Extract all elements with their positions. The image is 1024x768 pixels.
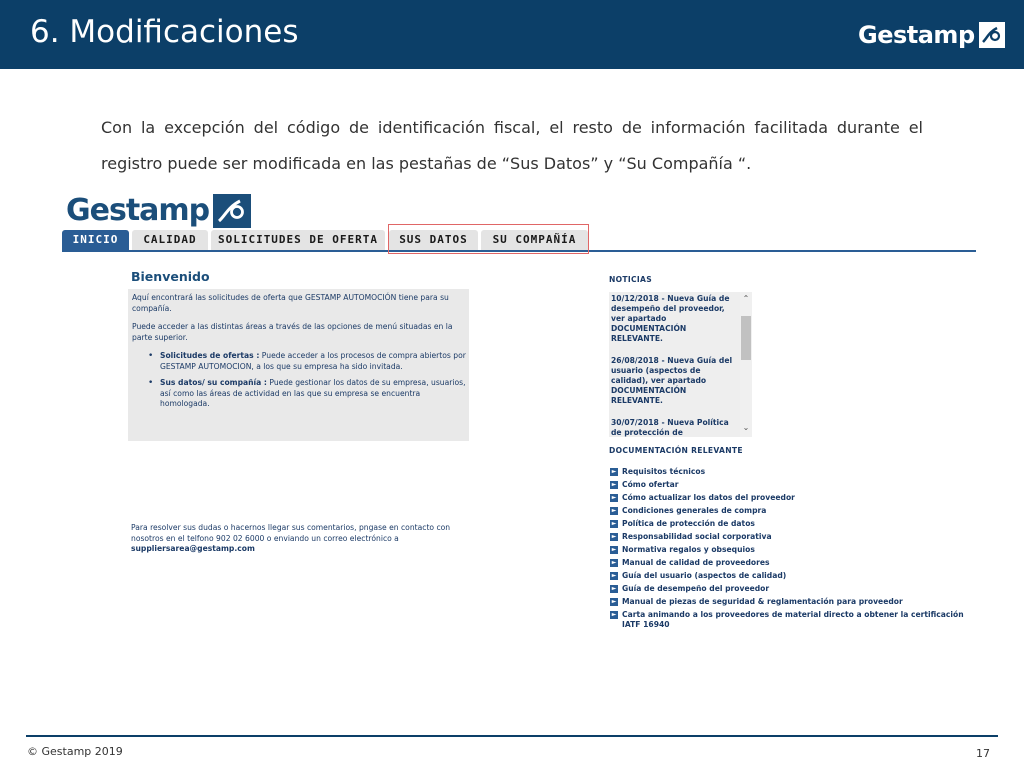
document-link[interactable] [610,597,980,607]
document-link[interactable] [610,610,980,630]
document-link[interactable] [610,545,980,555]
slide-header [0,0,1024,69]
news-item[interactable]: 10/12/2018 - Nueva Guía de desempeño del proveedor, ver apartado DOCUMENTACIÓN RELEVANTE. [611,294,730,343]
gestamp-mark-icon [979,22,1005,48]
document-link-label: Guía del usuario (aspectos de calidad) [622,571,787,580]
portal-logo[interactable] [66,193,251,228]
document-link[interactable] [610,480,980,490]
slide-title: 6. Modificaciones [30,14,299,50]
arrow-right-icon: ► [611,494,617,501]
arrow-right-icon: ► [611,468,617,475]
document-link-label: Política de protección de datos [622,519,755,528]
welcome-panel [128,289,469,441]
document-link-label: Responsabilidad social corporativa [622,532,772,541]
document-link-label: Condiciones generales de compra [622,506,767,515]
bullet-solicitudes-text: Puede acceder a los procesos de compra abiertos por GESTAMP AUTOMOCION, a los que su empresa ha sido invitada. [160,351,466,371]
arrow-right-icon: ► [611,585,617,592]
bullet-sus-datos-label[interactable]: Sus datos/ su compañía : [160,378,267,387]
document-link[interactable] [610,571,980,581]
page-number: 17 [976,747,990,760]
welcome-title: Bienvenido [131,269,210,284]
arrow-right-icon: ► [611,481,617,488]
document-link[interactable] [610,506,980,516]
arrow-right-icon: ► [611,559,617,566]
arrow-right-icon: ► [611,611,617,618]
header-logo [858,20,1005,50]
document-link-label: Requisitos técnicos [622,467,706,476]
chevron-up-icon[interactable]: ⌃ [742,294,750,303]
tabs-highlight-box [388,224,589,254]
document-link[interactable] [610,558,980,568]
document-link-label: Manual de piezas de seguridad & reglamentación para proveedor [622,597,903,606]
arrow-right-icon: ► [611,533,617,540]
news-item[interactable]: 30/07/2018 - Nueva Política de protección de [611,418,729,437]
document-link[interactable] [610,519,980,529]
chevron-down-icon[interactable]: ⌄ [742,423,750,432]
welcome-bullet-sus-datos [148,378,466,410]
tab-sus-datos[interactable]: SUS DATOS [389,230,478,250]
tab-su-compania[interactable]: SU COMPAÑÍA [481,230,588,250]
bullet-sus-datos-text: Puede gestionar los datos de su empresa, usuarios, así como las áreas de actividad en las que su empresa se encuentra homologada. [160,378,466,408]
welcome-paragraph-2: Puede acceder a las distintas áreas a través de las opciones de menú situadas en la parte superior. [132,322,453,342]
news-scrollbar[interactable] [740,292,752,437]
arrow-right-icon: ► [611,507,617,514]
news-panel [609,292,752,437]
tab-inicio[interactable]: INICIO [62,230,129,250]
document-link[interactable] [610,584,980,594]
header-logo-text: Gestamp [858,21,975,49]
news-title: NOTICIAS [609,275,652,284]
news-item[interactable]: 26/08/2018 - Nueva Guía del usuario (aspectos de calidad), ver apartado DOCUMENTACIÓN RELEVANTE. [611,356,733,405]
welcome-bullet-solicitudes [148,351,466,372]
gestamp-mark-icon [213,194,251,228]
welcome-bullet-list [148,351,466,416]
portal-logo-text: Gestamp [66,193,210,228]
contact-text: Para resolver sus dudas o hacernos llegar sus comentarios, pngase en contacto con nosotros en el telfono 902 02 6000 o enviando un correo electrónico a [131,523,451,543]
document-link[interactable] [610,467,980,477]
document-link-label: Guía de desempeño del proveedor [622,584,770,593]
documents-title: DOCUMENTACIÓN RELEVANTE [609,446,743,455]
arrow-right-icon: ► [611,546,617,553]
bullet-solicitudes-label[interactable]: Solicitudes de ofertas : [160,351,260,360]
tab-solicitudes-de-oferta[interactable]: SOLICITUDES DE OFERTA [211,230,385,250]
document-link-label: Normativa regalos y obsequios [622,545,755,554]
scroll-thumb[interactable] [741,316,751,360]
documents-list [610,467,980,633]
arrow-right-icon: ► [611,572,617,579]
contact-info [131,523,476,555]
footer-divider [26,735,998,737]
intro-text: Con la excepción del código de identificación fiscal, el resto de información facilitada durante el registro puede ser modificada en las pestañas de “Sus Datos” y “Su Compañía “. [101,118,923,173]
footer-copyright: © Gestamp 2019 [27,745,123,758]
welcome-paragraph-1: Aquí encontrará las solicitudes de oferta que GESTAMP AUTOMOCIÓN tiene para su compañía. [132,293,449,313]
arrow-right-icon: ► [611,520,617,527]
news-list [611,294,737,437]
document-link-label: Manual de calidad de proveedores [622,558,770,567]
contact-email-link[interactable]: suppliersarea@gestamp.com [131,544,255,553]
document-link-label: Cómo ofertar [622,480,679,489]
document-link[interactable] [610,532,980,542]
arrow-right-icon: ► [611,598,617,605]
document-link[interactable] [610,493,980,503]
document-link-label: Cómo actualizar los datos del proveedor [622,493,795,502]
document-link-label: Carta animando a los proveedores de material directo a obtener la certificación IATF 16940 [622,610,964,629]
tab-calidad[interactable]: CALIDAD [132,230,208,250]
